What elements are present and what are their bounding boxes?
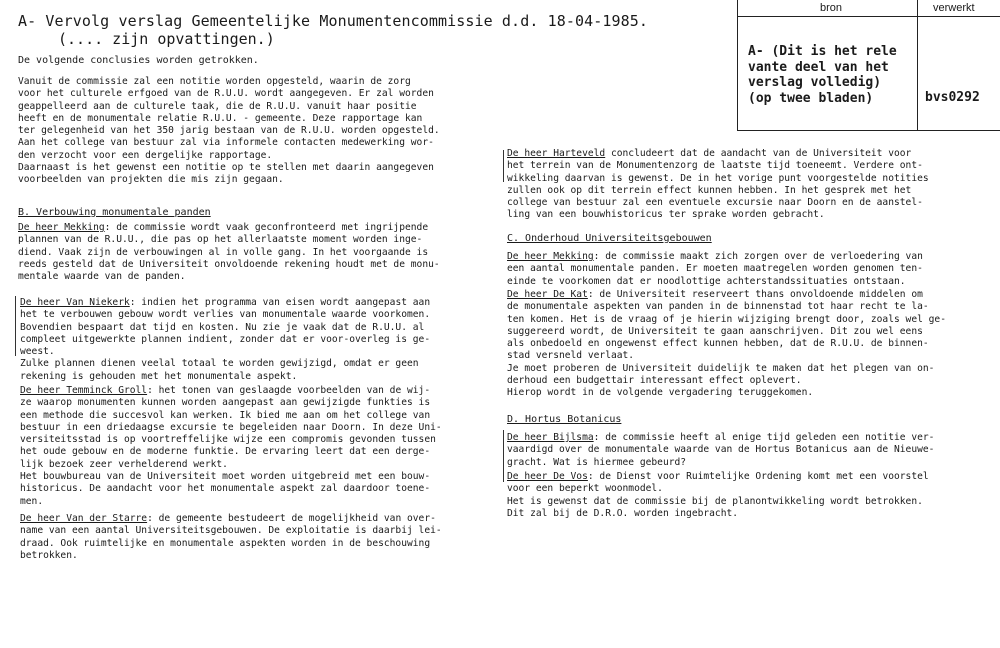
speaker-de-kat: De heer De Kat [507, 289, 588, 300]
document-subtitle: (.... zijn opvattingen.) [58, 30, 275, 48]
left-paragraph-1: Vanuit de commissie zal een notitie worden opgesteld, waarin de zorg voor het culturele erfgoed van de R.U.U. wordt aangegeven. Er zal worden geappelleerd aan de culturele taak, die de R.U.U. vanuit haar positie heeft en de monumentale relatie R.U.U. - gemeente. Deze rapportage kan ter gelegenheid van het 350 jarig bestaan van de R.U.U. worden opgesteld. Aan het college van bestuur zal via informele contacten medewerking wor- den verzocht voor een dergelijke rapportage. Daarnaast is het gewenst een notitie op te stellen met daarin aangegeven voorbeelden van projekten die mis zijn gegaan. [18, 76, 440, 186]
speaker-de-vos: De heer De Vos [507, 471, 588, 482]
margin-mark [503, 430, 504, 482]
statement-text: : de Universiteit reserveert thans onvoldoende middelen om de monumentale aspekten van panden in de binnenstad tot haar recht te la- ten komen. Het is de vraag of je hierin wijziging brengt door, zoals wel ge- suggereerd wordt, de Universiteit te gaan aanschrijven. Dit zou wel eens als onbedoeld en ongewenst effect kunnen hebben, dat de R.U.U. de binnen- stad versneld verlaat. Je moet proberen de Universiteit duidelijk te maken dat het plegen van on- derhoud een budgettair interessant effect oplevert. Hierop wordt in de volgende vergadering teruggekomen. [507, 289, 946, 399]
left-paragraph-mekking [18, 222, 440, 283]
statement-text: : de gemeente bestudeert de mogelijkheid van over- name van een aantal Universiteitsgebouwen. De exploitatie is daarbij lei- draad. Ook ruimtelijke en monumentale aspekten worden in de beschouwing betrokken. [20, 513, 442, 561]
left-paragraph-van-der-starre [20, 513, 442, 562]
statement-text: : de commissie heeft al enige tijd geleden een notitie ver- vaardigd over de monumentale waarde van de Hortus Botanicus aan de Nieuwe- gracht. Wat is hiermee gebeurd? [507, 432, 935, 468]
stamp-code: bvs0292 [925, 90, 980, 105]
left-paragraph-temminck-groll [20, 385, 442, 508]
margin-mark [503, 150, 504, 182]
statement-text: : het tonen van geslaagde voorbeelden van de wij- ze waarop monumenten kunnen worden aangepast aan gewijzigde funkties is een methode die succesvol kan werken. Ik bied me aan om het college van bestuur in een driedaagse excursie te begeleiden naar Doorn. In deze Uni- versiteitsstad is op voortreffelijke wijze een compromis gevonden tussen het oude gebouw en de moderne funktie. De ervaring leert dat een derge- lijk bezoek zeer verhelderend werkt. Het bouwbureau van de Universiteit moet worden uitgebreid met een bouw- historicus. De aandacht voor het monumentale aspekt zal daardoor toene- men. [20, 385, 442, 507]
speaker-mekking: De heer Mekking [18, 222, 105, 233]
left-paragraph-van-niekerk [20, 297, 430, 383]
speaker-temminck-groll: De heer Temminck Groll [20, 385, 148, 396]
speaker-mekking: De heer Mekking [507, 251, 594, 262]
statement-text: : indien het programma van eisen wordt aangepast aan het te verbouwen gebouw wordt verlies van monumentale waarde voorkomen. Bovendien bespaart dat tijd en kosten. Nu zie je vaak dat de R.U.U. al compleet uitgewerkte plannen indient, zonder dat er voor-overleg is ge- weest. Zulke plannen dienen veelal totaal te worden gewijzigd, omdat er geen rekening is gehouden met het monumentale aspekt. [20, 297, 431, 382]
right-paragraph-de-kat [507, 289, 946, 400]
stamp-note: A- (Dit is het rele vante deel van het verslag volledig) (op twee bladen) [748, 44, 897, 106]
section-c-heading: C. Onderhoud Universiteitsgebouwen [507, 233, 712, 244]
statement-text: concludeert dat de aandacht van de Universiteit voor het terrein van de Monumentenzorg de laatste tijd toeneemt. Verdere ont- wikkeling daarvan is gewenst. De in het vorige punt voorgestelde notities zullen ook op dit terrein effect kunnen hebben. In het gesprek met het college van bestuur zal een eventuele excursie naar Doorn en de aanstel- ling van een bouwhistoricus ter sprake worden gebracht. [507, 148, 929, 221]
section-b-heading: B. Verbouwing monumentale panden [18, 207, 211, 218]
statement-text: : de commissie wordt vaak geconfronteerd met ingrijpende plannen van de R.U.U., die pas op het allerlaatste moment worden inge- diend. Vaak zijn de verbouwingen al in volle gang. In het voorgaande is reeds gesteld dat de Universiteit onvoldoende rekening houdt met de monu- mentale waarde van de panden. [18, 222, 440, 283]
right-paragraph-bijlsma [507, 432, 934, 469]
speaker-van-niekerk: De heer Van Niekerk [20, 297, 130, 308]
document-title: A- Vervolg verslag Gemeentelijke Monumentencommissie d.d. 18-04-1985. [18, 12, 649, 30]
statement-text: : de Dienst voor Ruimtelijke Ordening komt met een voorstel voor een beperkt woonmodel. Het is gewenst dat de commissie bij de planontwikkeling wordt betrokken. Dit zal bij de D.R.O. worden ingebracht. [507, 471, 929, 519]
stamp-header-verwerkt: verwerkt [933, 2, 975, 14]
speaker-van-der-starre: De heer Van der Starre [20, 513, 148, 524]
right-paragraph-de-vos [507, 471, 929, 520]
speaker-bijlsma: De heer Bijlsma [507, 432, 594, 443]
stamp-column-divider [917, 0, 918, 130]
intro-line: De volgende conclusies worden getrokken. [18, 55, 259, 66]
right-paragraph-mekking [507, 251, 923, 288]
margin-mark [15, 296, 16, 356]
speaker-harteveld: De heer Harteveld [507, 148, 606, 159]
stamp-header-divider [737, 16, 1000, 17]
right-paragraph-harteveld [507, 148, 929, 222]
statement-text: : de commissie maakt zich zorgen over de verloedering van een aantal monumentale panden. Er moeten maatregelen worden genomen ten- einde te voorkomen dat er noodlottige achterstandssituaties ontstaan. [507, 251, 923, 287]
section-d-heading: D. Hortus Botanicus [507, 414, 622, 425]
stamp-header-bron: bron [820, 2, 843, 14]
